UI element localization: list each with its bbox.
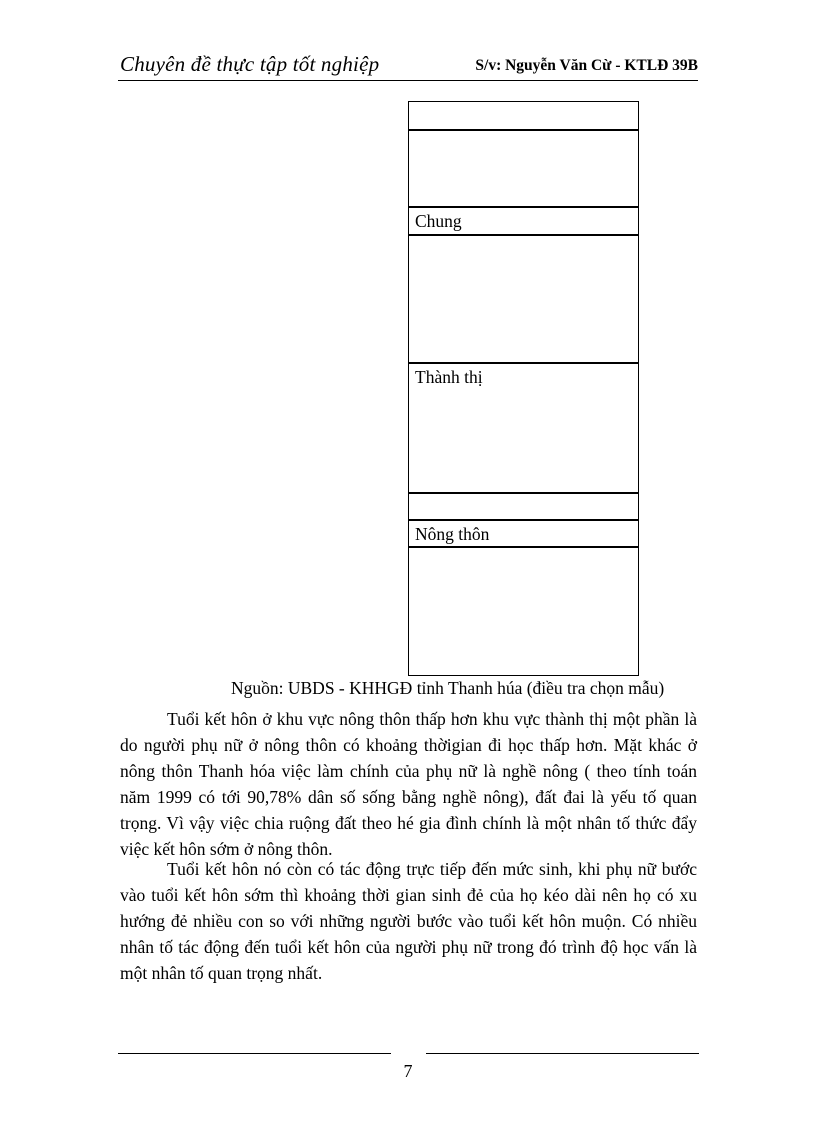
header-author: S/v: Nguyễn Văn Cừ - KTLĐ 39B [475,57,698,74]
paragraph: Tuổi kết hôn ở khu vực nông thôn thấp hơn khu vực thành thị một phần là do người phụ nữ ở nông thôn có khoảng thờigian đi học thấp hơn. Mặt khác ở nông thôn Thanh hóa việc làm chính của phụ nữ là nghề nông ( theo tính toán năm 1999 có tới 90,78% dân số sống bằng nghề nông), đất đai là yếu tố quan trọng. Vì vậy việc chia ruộng đất theo hé gia đình chính là một nhân tố thức đẩy việc kết hôn sớm ở nông thôn. [120,708,697,859]
header-rule [118,80,698,81]
footer-rule-right [426,1053,699,1054]
table-row [409,494,638,521]
footer-rule-left [118,1053,391,1054]
table-row [409,236,638,364]
table-row [409,208,638,236]
header-title: Chuyên đề thực tập tốt nghiệp [120,52,380,76]
row-label: Nông thôn [415,524,490,544]
table-row [409,521,638,548]
row-label: Thành thị [415,367,483,387]
table-row [409,548,638,676]
page-number: 7 [403,1061,413,1081]
paragraph: Tuổi kết hôn nó còn có tác động trực tiếp đến mức sinh, khi phụ nữ bước vào tuổi kết hôn sớm thì khoảng thời gian sinh đẻ của họ kéo dài nên họ có xu hướng đẻ nhiều con so với những người bước vào tuổi kết hôn muộn. Có nhiều nhân tố tác động đến tuổi kết hôn của người phụ nữ trong đó trình độ học vấn là một nhân tố quan trọng nhất. [120,858,697,983]
row-label: Chung [415,211,462,231]
source-note: Nguồn: UBDS - KHHGĐ tỉnh Thanh húa (điều tra chọn mẫu) [231,678,665,698]
table-row [409,131,638,208]
table-row [409,102,638,131]
table-row [409,364,638,494]
data-table [408,101,639,676]
